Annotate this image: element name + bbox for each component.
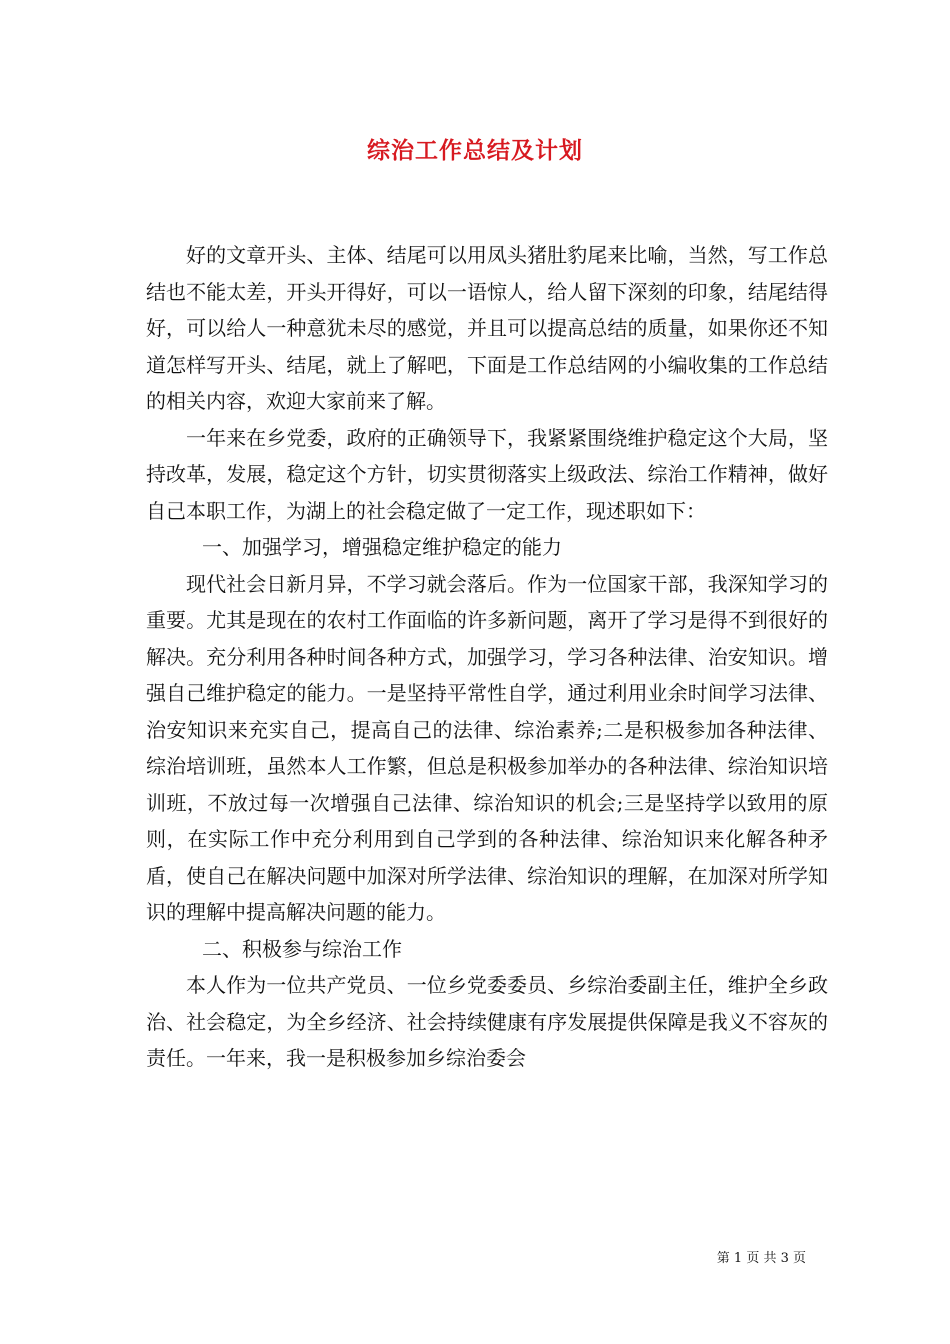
paragraph-overview: 一年来在乡党委，政府的正确领导下，我紧紧围绕维护稳定这个大局，坚持改革，发展，稳定这个方针，切实贯彻落实上级政法、综治工作精神，做好自己本职工作，为湖上的社会稳定做了一定工作，现述职如下：: [146, 425, 828, 523]
page-number-footer: 第 1 页 共 3 页: [716, 1251, 806, 1266]
document-title: 综治工作总结及计划: [367, 137, 583, 164]
paragraph-study: 现代社会日新月异，不学习就会落后。作为一位国家干部，我深知学习的重要。尤其是现在的农村工作面临的许多新问题，离开了学习是得不到很好的解决。充分利用各种时间各种方式，加强学习，学习各种法律、治安知识。增强自己维护稳定的能力。一是坚持平常性自学，通过利用业余时间学习法律、治安知识来充实自己，提高自己的法律、综治素养;二是积极参加各种法律、综治培训班，虽然本人工作繁，但总是积极参加举办的各种法律、综治知识培训班，不放过每一次增强自己法律、综治知识的机会;三是坚持学以致用的原则，在实际工作中充分利用到自己学到的各种法律、综治知识来化解各种矛盾，使自己在解决问题中加深对所学法律、综治知识的理解，在加深对所学知识的理解中提高解决问题的能力。: [146, 571, 828, 924]
document-body: [146, 237, 828, 1077]
paragraph-intro: 好的文章开头、主体、结尾可以用凤头猪肚豹尾来比喻，当然，写工作总结也不能太差，开头开得好，可以一语惊人，给人留下深刻的印象，结尾结得好，可以给人一种意犹未尽的感觉，并且可以提高总结的质量，如果你还不知道怎样写开头、结尾，就上了解吧，下面是工作总结网的小编收集的工作总结的相关内容，欢迎大家前来了解。: [146, 243, 828, 413]
section-heading-2: 二、积极参与综治工作: [202, 936, 402, 961]
paragraph-participation: 本人作为一位共产党员、一位乡党委委员、乡综治委副主任，维护全乡政治、社会稳定，为全乡经济、社会持续健康有序发展提供保障是我义不容灰的责任。一年来，我一是积极参加乡综治委会: [146, 973, 828, 1070]
section-heading-1: 一、加强学习，增强稳定维护稳定的能力: [202, 535, 562, 559]
